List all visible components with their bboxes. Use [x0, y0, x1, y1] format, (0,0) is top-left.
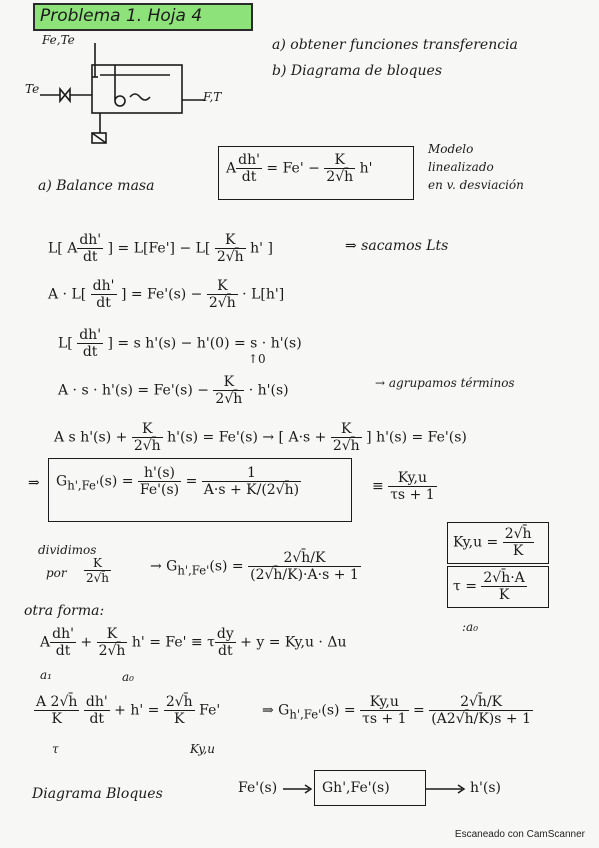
standard-form: ≡ $\frac{Ky,u}{\tau s + 1}$: [372, 470, 435, 503]
laplace-line-5: A s h'(s) + $\frac{K}{2√h̄}$ h'(s) = Fe'(s) → [ A·s + $\frac{K}{2√h̄}$ ] h'(s) = Fe'(s): [54, 421, 467, 454]
input-left-label: Te: [25, 82, 40, 96]
alt-heading: otra forma:: [24, 603, 105, 619]
page-title: Problema 1. Hoja 4: [40, 6, 203, 26]
divide-frac: $\frac{K}{2√h̄}$: [86, 556, 110, 585]
laplace-note: ⇒ sacamos Lts: [345, 238, 449, 254]
block-label: Diagrama Bloques: [32, 786, 163, 802]
alt-tf: ⇒ $G_{h',Fe'}(s)$ = $\frac{Ky,u}{\tau s + 1}$ = $\frac{2√h̄/K}{(A2√h̄/K)s + 1}$: [262, 694, 531, 727]
block-arrow-out: [426, 784, 466, 794]
block-output: h'(s): [470, 780, 501, 796]
laplace-line-1: L[ A $\frac{dh'}{dt}$ ] = L[Fe'] − L[ $\frac{K}{2√h̄}$ h' ]: [48, 232, 273, 265]
model-note-2: linealizado: [428, 160, 494, 174]
zero-mark: ↑0: [248, 352, 266, 366]
block-input: Fe'(s): [238, 780, 278, 796]
transfer-function: $G_{h',Fe'}(s)$ = $\frac{h'(s)}{Fe'(s)}$ = $\frac{1}{A\cdot s + K/(2√h̄)}$: [56, 465, 300, 498]
laplace-line-2: A · L[ $\frac{dh'}{dt}$ ] = Fe'(s) − $\frac{K}{2√h̄}$ · L[h']: [48, 278, 285, 311]
tau-result: τ = $\frac{2√h̄\cdot A}{K}$: [453, 570, 525, 603]
group-note: → agrupamos términos: [375, 376, 515, 390]
block-arrow-in: [283, 784, 313, 794]
model-equation: A $\frac{dh'}{dt}$ = Fe' − $\frac{K}{2√h̄}$ h': [226, 152, 373, 185]
divide-note-1: dividimos: [38, 543, 97, 557]
tf-arrow: ⇒: [28, 475, 40, 491]
gain-result: Ky,u = $\frac{2√h̄}{K}$: [453, 526, 532, 559]
balance-label: a) Balance masa: [38, 178, 155, 194]
output-label: F,T: [203, 90, 222, 104]
input-top-label: Fe,Te: [42, 33, 75, 47]
alt-equation-2: $\frac{A 2√h̄}{K}$ $\frac{dh'}{dt}$ + h' = $\frac{2√h̄}{K}$ Fe': [36, 694, 221, 727]
divide-note-2: por: [46, 566, 67, 580]
alt-mark-right: :a₀: [462, 620, 479, 634]
tau-mark: τ: [52, 742, 59, 756]
kyu-mark: Ky,u: [190, 742, 215, 756]
tf-normalized: → $G_{h',Fe'}(s)$ = $\frac{2√h̄/K}{(2√h̄/K)\cdot A\cdot s + 1}$: [150, 550, 359, 583]
alt-mark-left: a₁: [40, 668, 52, 682]
block-box-label: Gh',Fe'(s): [322, 780, 390, 796]
task-a: a) obtener funciones transferencia: [272, 37, 518, 53]
laplace-line-4: A · s · h'(s) = Fe'(s) − $\frac{K}{2√h̄}$ · h'(s): [58, 374, 289, 407]
model-note-1: Modelo: [428, 142, 474, 156]
alt-equation: A $\frac{dh'}{dt}$ + $\frac{K}{2√h̄}$ h' = Fe' ≡ τ $\frac{dy}{dt}$ + y = Ky,u · Δu: [40, 626, 347, 659]
laplace-line-3: L[ $\frac{dh'}{dt}$ ] = s h'(s) − h'(0) = s · h'(s): [58, 327, 302, 360]
scanner-footer: Escaneado con CamScanner: [454, 829, 585, 840]
task-b: b) Diagrama de bloques: [272, 63, 443, 79]
alt-mark-mid: a₀: [122, 670, 134, 684]
model-note-3: en v. desviación: [428, 178, 524, 192]
